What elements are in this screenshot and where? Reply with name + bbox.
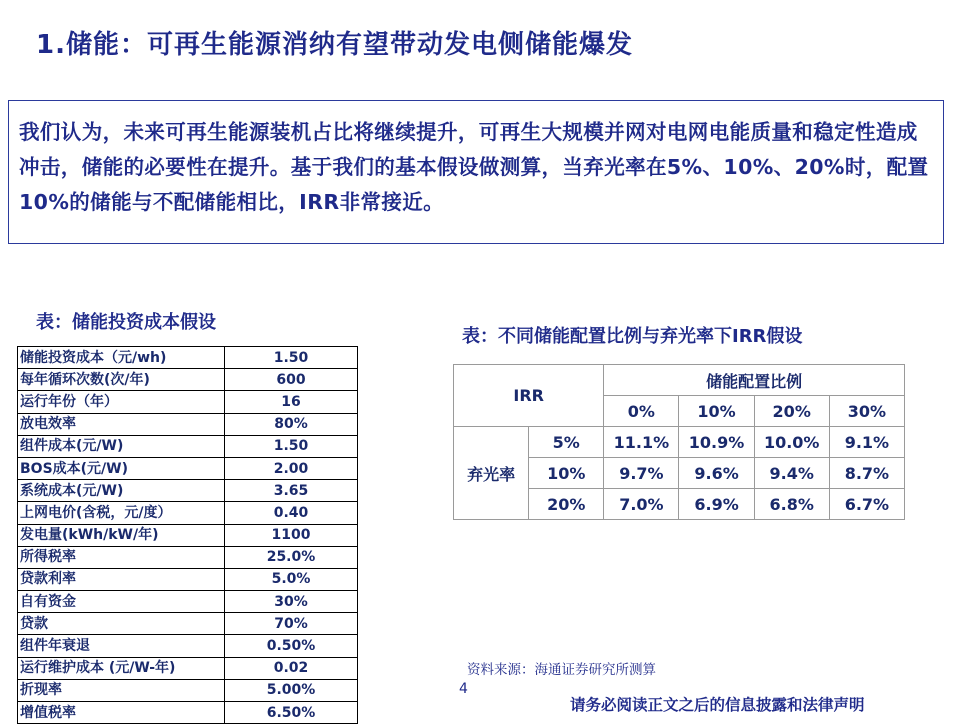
- assumption-label: 组件年衰退: [18, 635, 225, 657]
- assumption-label: 运行年份（年）: [18, 391, 225, 413]
- page-number: 4: [459, 681, 468, 697]
- table-row: [18, 413, 358, 435]
- col-group-header: 储能配置比例: [604, 365, 905, 396]
- irr-cell: 11.1%: [604, 427, 679, 458]
- assumption-label: 增值税率: [18, 702, 225, 724]
- assumption-label: 自有资金: [18, 591, 225, 613]
- assumption-value: 600: [225, 369, 358, 391]
- right-table-caption: 表：不同储能配置比例与弃光率下IRR假设: [462, 326, 803, 347]
- irr-cell: 9.1%: [829, 427, 904, 458]
- assumption-value: 3.65: [225, 480, 358, 502]
- summary-box: [8, 100, 944, 244]
- assumption-value: 5.0%: [225, 568, 358, 590]
- table-row: [18, 702, 358, 724]
- table-row: [18, 457, 358, 479]
- source-note: 资料来源：海通证券研究所测算: [467, 662, 656, 678]
- row-label: 10%: [529, 458, 604, 489]
- assumption-label: 组件成本(元/W): [18, 435, 225, 457]
- assumption-label: 每年循环次数(次/年): [18, 369, 225, 391]
- irr-cell: 10.9%: [679, 427, 754, 458]
- table-row: [18, 546, 358, 568]
- table-row: [18, 347, 358, 369]
- assumption-value: 16: [225, 391, 358, 413]
- irr-header-row: [454, 365, 905, 396]
- assumption-value: 25.0%: [225, 546, 358, 568]
- cost-assumption-table: [17, 346, 358, 724]
- table-row: [18, 613, 358, 635]
- assumption-label: 系统成本(元/W): [18, 480, 225, 502]
- assumption-label: 贷款: [18, 613, 225, 635]
- assumption-value: 1100: [225, 524, 358, 546]
- assumption-label: 储能投资成本（元/wh): [18, 347, 225, 369]
- irr-cell: 7.0%: [604, 489, 679, 520]
- assumption-value: 0.50%: [225, 635, 358, 657]
- assumption-label: 发电量(kWh/kW/年): [18, 524, 225, 546]
- page-title: 1.储能：可再生能源消纳有望带动发电侧储能爆发: [36, 30, 633, 60]
- irr-table: [453, 364, 905, 520]
- irr-cell: 6.8%: [754, 489, 829, 520]
- irr-cell: 9.6%: [679, 458, 754, 489]
- assumption-label: 上网电价(含税，元/度）: [18, 502, 225, 524]
- table-row: [18, 679, 358, 701]
- assumption-label: 所得税率: [18, 546, 225, 568]
- table-row: [18, 635, 358, 657]
- row-group-header: 弃光率: [454, 427, 529, 520]
- irr-cell: 6.7%: [829, 489, 904, 520]
- assumption-value: 1.50: [225, 347, 358, 369]
- assumption-value: 6.50%: [225, 702, 358, 724]
- assumption-value: 70%: [225, 613, 358, 635]
- summary-text: 我们认为，未来可再生能源装机占比将继续提升，可再生大规模并网对电网电能质量和稳定性造成冲击，储能的必要性在提升。基于我们的基本假设做测算，当弃光率在5%、10%、20%时，配置10%的储能与不配储能相比，IRR非常接近。: [19, 120, 929, 214]
- table-row: [18, 391, 358, 413]
- table-row: [18, 524, 358, 546]
- assumption-value: 0.02: [225, 657, 358, 679]
- row-label: 5%: [529, 427, 604, 458]
- irr-corner: IRR: [454, 365, 604, 427]
- irr-cell: 8.7%: [829, 458, 904, 489]
- assumption-label: 放电效率: [18, 413, 225, 435]
- column-header: 20%: [754, 396, 829, 427]
- left-table-caption: 表：储能投资成本假设: [36, 312, 216, 333]
- assumption-value: 30%: [225, 591, 358, 613]
- table-row: [18, 502, 358, 524]
- column-header: 10%: [679, 396, 754, 427]
- table-row: [18, 568, 358, 590]
- table-row: [18, 480, 358, 502]
- column-header: 0%: [604, 396, 679, 427]
- assumption-value: 2.00: [225, 457, 358, 479]
- table-row: [18, 657, 358, 679]
- irr-cell: 6.9%: [679, 489, 754, 520]
- assumption-value: 80%: [225, 413, 358, 435]
- table-row: [18, 435, 358, 457]
- irr-cell: 10.0%: [754, 427, 829, 458]
- irr-cell: 9.4%: [754, 458, 829, 489]
- assumption-value: 0.40: [225, 502, 358, 524]
- column-header: 30%: [829, 396, 904, 427]
- assumption-label: BOS成本(元/W): [18, 457, 225, 479]
- irr-cell: 9.7%: [604, 458, 679, 489]
- table-row: [18, 369, 358, 391]
- disclaimer: 请务必阅读正文之后的信息披露和法律声明: [570, 696, 865, 714]
- assumption-label: 运行维护成本 (元/W-年): [18, 657, 225, 679]
- assumption-value: 5.00%: [225, 679, 358, 701]
- assumption-label: 折现率: [18, 679, 225, 701]
- row-label: 20%: [529, 489, 604, 520]
- irr-row: [454, 427, 905, 458]
- assumption-value: 1.50: [225, 435, 358, 457]
- assumption-label: 贷款利率: [18, 568, 225, 590]
- table-row: [18, 591, 358, 613]
